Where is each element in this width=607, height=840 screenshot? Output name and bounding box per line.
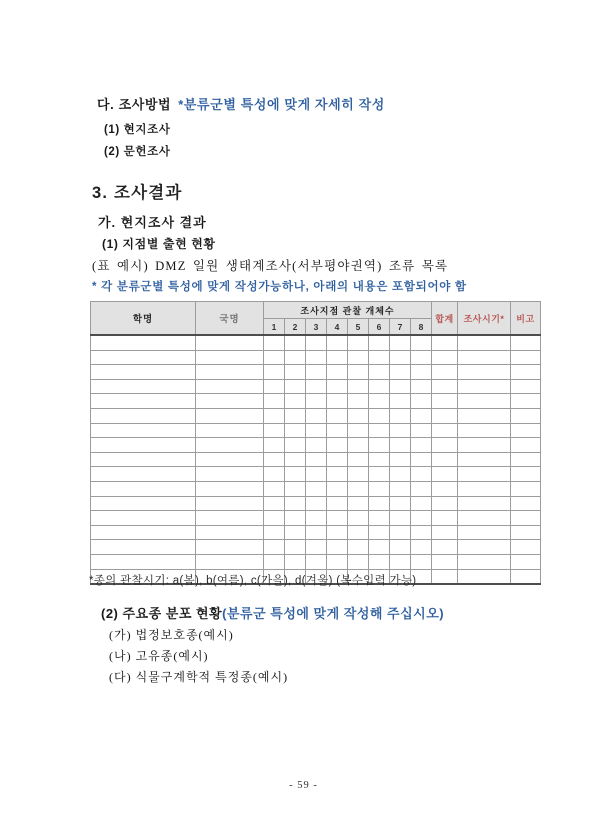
table-row: [91, 540, 541, 555]
empty-cell: [458, 335, 511, 350]
empty-cell: [369, 423, 390, 438]
empty-cell: [411, 540, 432, 555]
empty-cell: [91, 438, 196, 453]
empty-cell: [91, 394, 196, 409]
empty-cell: [285, 554, 306, 569]
empty-cell: [327, 540, 348, 555]
col-header-remark: 비고: [511, 302, 541, 336]
method-heading-label: 다. 조사방법: [97, 97, 172, 112]
empty-cell: [348, 511, 369, 526]
col-header-site-4: 4: [327, 319, 348, 336]
empty-cell: [264, 481, 285, 496]
empty-cell: [264, 350, 285, 365]
empty-cell: [369, 379, 390, 394]
empty-cell: [432, 481, 458, 496]
empty-cell: [432, 467, 458, 482]
empty-cell: [511, 379, 541, 394]
empty-cell: [390, 335, 411, 350]
empty-cell: [432, 335, 458, 350]
table-row: [91, 481, 541, 496]
observation-table-header: [91, 302, 541, 336]
empty-cell: [285, 438, 306, 453]
empty-cell: [306, 481, 327, 496]
empty-cell: [511, 569, 541, 584]
empty-cell: [369, 394, 390, 409]
empty-cell: [511, 365, 541, 380]
col-header-site-group: 조사지점 관찰 개체수: [264, 302, 432, 319]
empty-cell: [458, 540, 511, 555]
empty-cell: [285, 496, 306, 511]
observation-table: [90, 301, 541, 585]
empty-cell: [285, 467, 306, 482]
table-row: [91, 496, 541, 511]
empty-cell: [264, 540, 285, 555]
empty-cell: [285, 511, 306, 526]
empty-cell: [432, 496, 458, 511]
col-header-scientific-name: 학명: [91, 302, 196, 336]
empty-cell: [91, 467, 196, 482]
table-caption: (표 예시) DMZ 일원 생태계조사(서부평야권역) 조류 목록: [92, 259, 449, 273]
empty-cell: [91, 452, 196, 467]
empty-cell: [432, 525, 458, 540]
header-row-main: [91, 302, 541, 319]
empty-cell: [348, 365, 369, 380]
empty-cell: [432, 408, 458, 423]
empty-cell: [432, 365, 458, 380]
col-header-site-8: 8: [411, 319, 432, 336]
table-row: [91, 554, 541, 569]
table-row: [91, 511, 541, 526]
empty-cell: [91, 525, 196, 540]
empty-cell: [264, 496, 285, 511]
empty-cell: [196, 379, 264, 394]
method-section-heading: [97, 94, 385, 113]
empty-cell: [264, 335, 285, 350]
empty-cell: [411, 365, 432, 380]
empty-cell: [348, 408, 369, 423]
empty-cell: [327, 467, 348, 482]
empty-cell: [390, 350, 411, 365]
page-number: - 59 -: [289, 780, 318, 791]
col-header-site-1: 1: [264, 319, 285, 336]
empty-cell: [348, 496, 369, 511]
empty-cell: [264, 379, 285, 394]
observation-table-wrapper: [90, 301, 541, 585]
empty-cell: [458, 496, 511, 511]
empty-cell: [411, 554, 432, 569]
empty-cell: [306, 525, 327, 540]
empty-cell: [458, 569, 511, 584]
empty-cell: [458, 394, 511, 409]
empty-cell: [411, 511, 432, 526]
empty-cell: [327, 511, 348, 526]
empty-cell: [369, 540, 390, 555]
empty-cell: [432, 379, 458, 394]
empty-cell: [348, 394, 369, 409]
empty-cell: [390, 379, 411, 394]
method-item-field-survey: (1) 현지조사: [104, 124, 171, 136]
col-header-site-5: 5: [348, 319, 369, 336]
empty-cell: [458, 365, 511, 380]
empty-cell: [390, 408, 411, 423]
table-row: [91, 408, 541, 423]
empty-cell: [327, 335, 348, 350]
empty-cell: [348, 335, 369, 350]
empty-cell: [306, 511, 327, 526]
empty-cell: [411, 335, 432, 350]
empty-cell: [196, 554, 264, 569]
empty-cell: [411, 481, 432, 496]
empty-cell: [327, 554, 348, 569]
empty-cell: [432, 423, 458, 438]
empty-cell: [511, 481, 541, 496]
empty-cell: [390, 540, 411, 555]
observation-table-body: [91, 335, 541, 584]
empty-cell: [432, 511, 458, 526]
empty-cell: [327, 423, 348, 438]
empty-cell: [285, 423, 306, 438]
empty-cell: [511, 525, 541, 540]
empty-cell: [264, 365, 285, 380]
empty-cell: [196, 365, 264, 380]
empty-cell: [369, 511, 390, 526]
empty-cell: [91, 335, 196, 350]
empty-cell: [511, 496, 541, 511]
empty-cell: [264, 394, 285, 409]
empty-cell: [411, 496, 432, 511]
empty-cell: [511, 554, 541, 569]
empty-cell: [196, 540, 264, 555]
empty-cell: [511, 350, 541, 365]
empty-cell: [327, 408, 348, 423]
empty-cell: [196, 438, 264, 453]
empty-cell: [306, 438, 327, 453]
results-section-title: 3. 조사결과: [92, 184, 183, 202]
empty-cell: [432, 438, 458, 453]
empty-cell: [458, 467, 511, 482]
empty-cell: [390, 511, 411, 526]
empty-cell: [91, 408, 196, 423]
empty-cell: [411, 394, 432, 409]
major-species-item-protected: (가) 법정보호종(예시): [109, 628, 234, 642]
empty-cell: [348, 481, 369, 496]
empty-cell: [91, 481, 196, 496]
empty-cell: [432, 554, 458, 569]
empty-cell: [458, 408, 511, 423]
method-heading-blue-note: *분류군별 특성에 맞게 자세히 작성: [178, 97, 385, 112]
empty-cell: [306, 554, 327, 569]
empty-cell: [432, 350, 458, 365]
empty-cell: [432, 452, 458, 467]
empty-cell: [91, 554, 196, 569]
empty-cell: [196, 423, 264, 438]
empty-cell: [390, 394, 411, 409]
table-row: [91, 365, 541, 380]
empty-cell: [348, 525, 369, 540]
empty-cell: [306, 423, 327, 438]
empty-cell: [196, 525, 264, 540]
empty-cell: [327, 394, 348, 409]
empty-cell: [285, 335, 306, 350]
empty-cell: [369, 481, 390, 496]
major-species-heading-label: (2) 주요종 분포 현황: [101, 606, 223, 621]
empty-cell: [264, 408, 285, 423]
empty-cell: [285, 379, 306, 394]
method-item-literature-survey: (2) 문헌조사: [104, 146, 171, 158]
empty-cell: [411, 525, 432, 540]
empty-cell: [369, 350, 390, 365]
empty-cell: [390, 467, 411, 482]
col-header-site-7: 7: [390, 319, 411, 336]
empty-cell: [369, 496, 390, 511]
empty-cell: [306, 350, 327, 365]
empty-cell: [285, 394, 306, 409]
empty-cell: [285, 481, 306, 496]
empty-cell: [511, 452, 541, 467]
empty-cell: [196, 350, 264, 365]
empty-cell: [327, 452, 348, 467]
empty-cell: [327, 350, 348, 365]
empty-cell: [196, 511, 264, 526]
empty-cell: [327, 481, 348, 496]
empty-cell: [264, 438, 285, 453]
empty-cell: [369, 365, 390, 380]
empty-cell: [196, 394, 264, 409]
empty-cell: [327, 365, 348, 380]
empty-cell: [348, 452, 369, 467]
empty-cell: [306, 335, 327, 350]
col-header-total: 합계: [432, 302, 458, 336]
empty-cell: [91, 511, 196, 526]
empty-cell: [91, 496, 196, 511]
empty-cell: [369, 335, 390, 350]
empty-cell: [348, 554, 369, 569]
empty-cell: [327, 496, 348, 511]
empty-cell: [432, 569, 458, 584]
empty-cell: [458, 511, 511, 526]
empty-cell: [306, 540, 327, 555]
col-header-site-6: 6: [369, 319, 390, 336]
empty-cell: [196, 335, 264, 350]
empty-cell: [196, 467, 264, 482]
empty-cell: [306, 452, 327, 467]
empty-cell: [264, 423, 285, 438]
col-header-survey-time: 조사시기*: [458, 302, 511, 336]
empty-cell: [390, 423, 411, 438]
empty-cell: [390, 525, 411, 540]
empty-cell: [369, 452, 390, 467]
empty-cell: [327, 438, 348, 453]
empty-cell: [390, 554, 411, 569]
empty-cell: [306, 496, 327, 511]
empty-cell: [411, 452, 432, 467]
empty-cell: [306, 365, 327, 380]
empty-cell: [411, 408, 432, 423]
table-row: [91, 423, 541, 438]
empty-cell: [327, 525, 348, 540]
table-row: [91, 350, 541, 365]
results-subsection-title: 가. 현지조사 결과: [98, 215, 207, 230]
table-blue-note: * 각 분류군별 특성에 맞게 작성가능하나, 아래의 내용은 포함되어야 함: [92, 281, 467, 293]
empty-cell: [196, 481, 264, 496]
results-subsubsection-title: (1) 지점별 출현 현황: [102, 237, 216, 251]
empty-cell: [306, 408, 327, 423]
empty-cell: [511, 394, 541, 409]
table-row: [91, 525, 541, 540]
table-footnote: *종의 관찰시기: a(봄), b(여름), c(가을), d(겨울) (복수입력 가능): [89, 575, 417, 587]
empty-cell: [390, 438, 411, 453]
table-row: [91, 438, 541, 453]
col-header-korean-name: 국명: [196, 302, 264, 336]
empty-cell: [369, 525, 390, 540]
empty-cell: [411, 350, 432, 365]
empty-cell: [458, 438, 511, 453]
empty-cell: [285, 365, 306, 380]
empty-cell: [285, 452, 306, 467]
empty-cell: [369, 408, 390, 423]
empty-cell: [511, 335, 541, 350]
major-species-item-floristic: (다) 식물구계학적 특정종(예시): [109, 670, 289, 684]
major-species-heading-blue-note: (분류군 특성에 맞게 작성해 주십시오): [222, 606, 445, 621]
empty-cell: [91, 540, 196, 555]
empty-cell: [390, 496, 411, 511]
empty-cell: [348, 540, 369, 555]
empty-cell: [348, 438, 369, 453]
empty-cell: [348, 467, 369, 482]
major-species-heading: [101, 603, 444, 622]
empty-cell: [390, 481, 411, 496]
table-row: [91, 335, 541, 350]
empty-cell: [264, 452, 285, 467]
empty-cell: [458, 423, 511, 438]
empty-cell: [264, 511, 285, 526]
empty-cell: [411, 467, 432, 482]
empty-cell: [91, 423, 196, 438]
empty-cell: [327, 379, 348, 394]
empty-cell: [306, 379, 327, 394]
empty-cell: [432, 394, 458, 409]
empty-cell: [511, 408, 541, 423]
empty-cell: [390, 365, 411, 380]
empty-cell: [348, 423, 369, 438]
empty-cell: [348, 350, 369, 365]
empty-cell: [458, 525, 511, 540]
empty-cell: [411, 438, 432, 453]
empty-cell: [285, 525, 306, 540]
empty-cell: [511, 540, 541, 555]
empty-cell: [511, 467, 541, 482]
empty-cell: [285, 540, 306, 555]
empty-cell: [91, 365, 196, 380]
empty-cell: [432, 540, 458, 555]
empty-cell: [369, 467, 390, 482]
empty-cell: [91, 379, 196, 394]
empty-cell: [458, 481, 511, 496]
empty-cell: [458, 350, 511, 365]
major-species-item-endemic: (나) 고유종(예시): [109, 649, 209, 663]
empty-cell: [511, 438, 541, 453]
empty-cell: [390, 452, 411, 467]
empty-cell: [196, 496, 264, 511]
empty-cell: [369, 554, 390, 569]
empty-cell: [264, 554, 285, 569]
col-header-site-3: 3: [306, 319, 327, 336]
table-row: [91, 394, 541, 409]
empty-cell: [411, 379, 432, 394]
empty-cell: [196, 408, 264, 423]
empty-cell: [264, 467, 285, 482]
empty-cell: [285, 350, 306, 365]
empty-cell: [511, 511, 541, 526]
empty-cell: [264, 525, 285, 540]
empty-cell: [306, 394, 327, 409]
table-row: [91, 452, 541, 467]
empty-cell: [411, 423, 432, 438]
empty-cell: [369, 438, 390, 453]
table-row: [91, 467, 541, 482]
empty-cell: [458, 379, 511, 394]
col-header-site-2: 2: [285, 319, 306, 336]
empty-cell: [458, 452, 511, 467]
empty-cell: [196, 452, 264, 467]
empty-cell: [511, 423, 541, 438]
empty-cell: [348, 379, 369, 394]
empty-cell: [285, 408, 306, 423]
empty-cell: [306, 467, 327, 482]
empty-cell: [91, 350, 196, 365]
table-row: [91, 379, 541, 394]
empty-cell: [458, 554, 511, 569]
